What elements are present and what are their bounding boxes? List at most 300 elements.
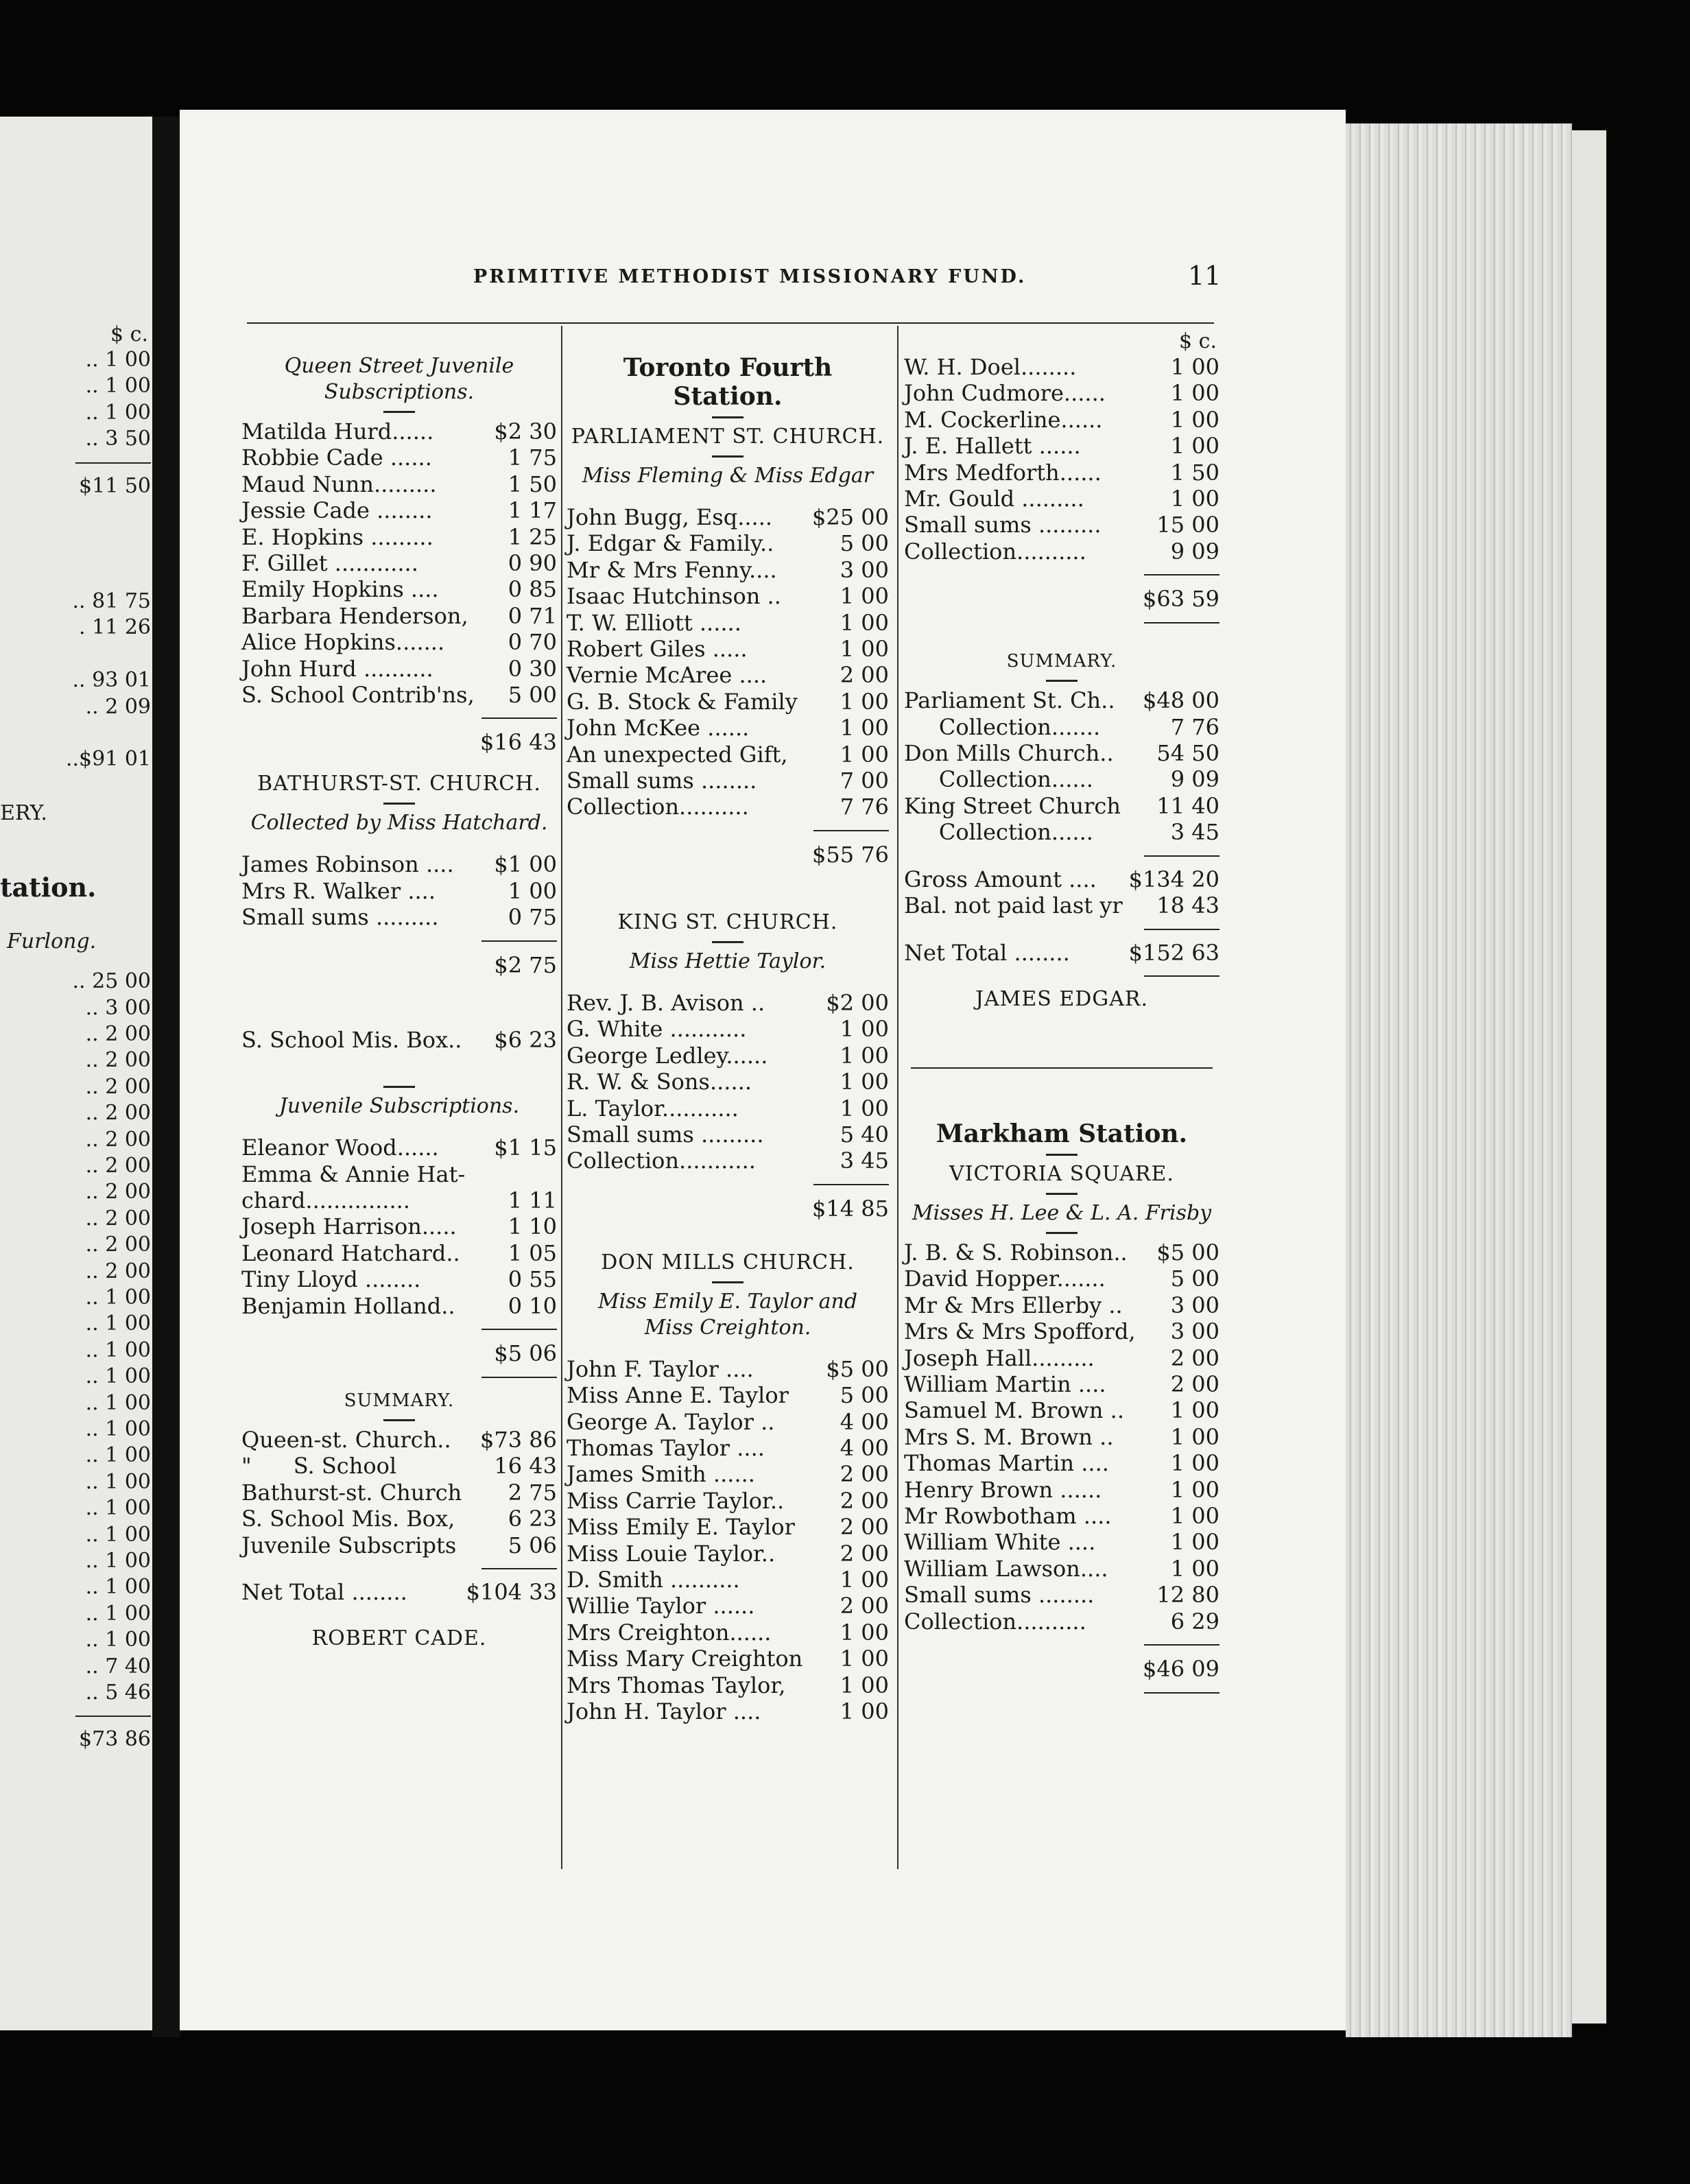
entry-row [904,1397,1219,1423]
column-divider [561,326,562,1869]
column-divider [897,326,898,1869]
victoria-square-title: VICTORIA SQUARE. [949,1161,1174,1186]
entry-name: William White .... [904,1529,1096,1556]
entry-name: E. Hopkins ......... [241,523,433,550]
left-amount: .. 1 00 [85,400,151,425]
signature: JAMES EDGAR. [975,986,1149,1011]
entry-row [567,662,889,688]
entry-row [567,1435,889,1461]
left-amount [0,641,151,667]
entry-row [241,851,557,877]
left-amount: .. 7 40 [85,1654,151,1678]
bathurst-list [241,851,557,930]
entry-amount: 7 76 [840,794,889,820]
dash-rule [383,1419,415,1421]
entry-amount: 1 00 [1170,1502,1219,1529]
entry-name: Miss Mary Creighton [567,1646,803,1672]
entry-name: Henry Brown ...... [904,1476,1102,1503]
entry-name: Samuel M. Brown .. [904,1397,1124,1424]
entry-amount: $2 00 [826,989,889,1016]
queen-street-total: $16 43 [480,729,557,756]
entry-row [904,1529,1219,1555]
entry-row [567,1461,889,1487]
entry-row [567,768,889,794]
entry-row [904,1239,1219,1266]
juvenile-total: $5 06 [494,1340,557,1366]
entry-name: Mr & Mrs Fenny.... [567,556,777,583]
left-amount: .. 1 00 [85,1285,151,1309]
entry-name: Mrs Creighton...... [567,1619,772,1646]
entry-amount: 9 09 [1170,766,1219,793]
left-amount: .. 2 00 [85,1101,151,1126]
summary-title: SUMMARY. [1006,651,1117,672]
bathurst-collector: Collected by Miss Hatchard. [250,811,548,835]
entry-row [904,512,1219,538]
entry-name: John H. Taylor .... [567,1698,761,1724]
entry-row [567,1409,889,1435]
entry-name: F. Gillet ............ [241,550,418,577]
entry-name: Mrs & Mrs Spofford, [904,1318,1136,1345]
entry-amount: 2 00 [840,1461,889,1488]
page-number: 11 [1188,261,1222,291]
entry-amount: 5 00 [840,1382,889,1409]
entry-amount: 5 40 [840,1121,889,1148]
signature: ROBERT CADE. [311,1626,487,1651]
entry-amount: 1 00 [840,1566,889,1593]
entry-name: King Street Church [904,792,1121,819]
entry-row [904,687,1219,713]
left-rule [75,462,151,464]
entry-amount: 1 00 [840,636,889,663]
entry-row [567,1356,889,1382]
entry-row [567,1382,889,1408]
left-mid-amounts [0,589,151,773]
left-furlong-text: Furlong. [7,929,97,953]
entry-amount: $5 00 [826,1355,889,1382]
markham-station-title: Markham Station. [936,1119,1188,1148]
entry-name: John Bugg, Esq..... [567,504,773,530]
entry-row [241,1506,557,1532]
entry-name: Willie Taylor ...... [567,1593,755,1619]
entry-name: Alice Hopkins....... [241,629,445,656]
entry-row [241,1213,557,1239]
entry-name: Mrs R. Walker .... [241,877,436,904]
entry-row [241,1453,557,1479]
entry-amount: 2 00 [840,1487,889,1514]
left-amount: .. 1 00 [85,1443,151,1468]
entry-name: Eleanor Wood...... [241,1135,439,1161]
entry-amount: 3 00 [840,556,889,583]
entry-row [241,1532,557,1558]
sum-rule [1144,1692,1219,1694]
entry-amount: 15 00 [1156,512,1219,538]
entry-name: S. School Mis. Box, [241,1506,455,1532]
entry-amount: 1 25 [508,523,557,550]
left-ery-text: ERY. [0,800,48,825]
entry-row [567,794,889,820]
left-amount: ..$91 01 [65,747,151,772]
entry-amount: 7 76 [1170,713,1219,740]
entry-amount: 18 43 [1156,892,1219,919]
entry-amount: 1 00 [1170,1555,1219,1582]
page-edges [1346,123,1572,2037]
left-amount: .. 1 00 [85,1549,151,1574]
entry-amount: 1 00 [840,609,889,636]
entry-name: Vernie McAree .... [567,662,767,689]
entry-row [567,1043,889,1069]
left-col-header: $ c. [110,322,148,346]
left-rule [75,1716,151,1717]
entry-amount: 1 00 [840,688,889,715]
entry-row [904,538,1219,565]
entry-row [904,1292,1219,1318]
left-amount: .. 2 00 [85,1127,151,1152]
net-total-row [904,940,1219,966]
left-amount: .. 25 00 [72,969,151,994]
entry-name: Small sums ........ [567,768,757,794]
column-3 [904,329,1219,1703]
station-title: Toronto Fourth Station. [623,353,833,411]
entry-row [904,1450,1219,1476]
entry-row [241,1135,557,1161]
entry-row [904,1609,1219,1635]
entry-row [241,524,557,550]
entry-amount: 0 70 [508,629,557,656]
entry-name: George A. Taylor .. [567,1408,775,1435]
entry-amount: 1 00 [840,1069,889,1095]
entry-row [241,550,557,576]
king-title: KING ST. CHURCH. [617,910,838,934]
bathurst-total: $2 75 [494,951,557,978]
entry-name: Miss Louie Taylor.. [567,1540,776,1567]
entry-row [904,1424,1219,1450]
king-total: $14 85 [812,1195,889,1222]
parliament-collectors: Miss Fleming & Miss Edgar [582,464,874,488]
left-amount [0,720,151,746]
entry-amount: 2 00 [840,662,889,689]
don-mills-collector-2: Miss Creighton. [644,1315,811,1340]
entry-row [241,1266,557,1292]
entry-amount: 1 00 [1170,1423,1219,1450]
left-amount: .. 1 00 [85,1390,151,1415]
dash-rule [1046,680,1078,682]
entry-name: Mr. Gould ......... [904,486,1084,512]
header-rule [247,322,1214,324]
queen-street-subtitle: Subscriptions. [324,380,475,404]
sum-rule [481,1568,557,1569]
entry-row [904,380,1219,406]
entry-row [567,583,889,609]
king-list [567,990,889,1174]
entry-row [904,407,1219,433]
entry-name: Robbie Cade ...... [241,444,432,471]
entry-amount: 2 00 [840,1593,889,1619]
entry-name: D. Smith .......... [567,1566,740,1593]
left-amount: .. 1 00 [85,1469,151,1494]
entry-name: James Smith ...... [567,1461,755,1488]
entry-row [567,1619,889,1646]
entry-amount: 5 00 [1170,1266,1219,1292]
entry-row [567,530,889,556]
entry-amount: 5 00 [840,530,889,557]
entry-name: William Martin .... [904,1370,1106,1397]
left-amount: .. 93 01 [72,668,151,693]
entry-name: S. School Contrib'ns, [241,682,475,709]
entry-row [567,1514,889,1540]
entry-name: Gross Amount .... [904,866,1097,892]
entry-name: George Ledley...... [567,1042,768,1069]
entry-amount: 1 00 [840,1619,889,1646]
sum-rule [1144,1644,1219,1646]
juvenile-title: Juvenile Subscriptions. [278,1094,520,1119]
entry-name: Small sums ......... [904,512,1102,538]
entry-name: Tiny Lloyd ........ [241,1266,421,1293]
entry-amount [475,1161,557,1187]
entry-amount: 2 00 [840,1540,889,1567]
dash-rule [1046,1154,1078,1156]
entry-name: chard............... [241,1187,410,1213]
entry-name: J. E. Hallett ...... [904,433,1081,460]
entry-amount: 2 00 [1170,1370,1219,1397]
entry-row [241,471,557,497]
entry-name: M. Cockerline...... [904,406,1103,433]
entry-name: James Robinson .... [241,851,454,878]
entry-name: Small sums ......... [241,904,439,931]
markham-total: $46 09 [1143,1656,1219,1682]
entry-name: Matilda Hurd...... [241,418,434,444]
entry-name: Rev. J. B. Avison .. [567,989,765,1016]
entry-row [904,1371,1219,1397]
mission-box-row [241,1027,557,1053]
left-amount: .. 2 00 [85,1048,151,1073]
entry-row [567,1016,889,1042]
entry-name: Juvenile Subscripts [241,1532,457,1558]
entry-name: John F. Taylor .... [567,1355,754,1382]
column-2 [567,353,889,1724]
left-amount: .. 1 00 [85,348,151,372]
entry-row [567,1148,889,1174]
entry-amount: 1 11 [508,1187,557,1213]
entry-amount: $25 00 [812,504,889,530]
entry-name: John Cudmore...... [904,380,1106,407]
entry-row [904,1266,1219,1292]
entry-name: Emma & Annie Hat- [241,1161,466,1187]
entry-amount: 0 75 [508,904,557,931]
entry-row [241,656,557,682]
entry-amount: 0 71 [508,602,557,629]
entry-name: Bathurst-st. Church [241,1479,462,1506]
entry-amount: 1 00 [840,1672,889,1698]
entry-amount: 11 40 [1156,792,1219,819]
balance-row [904,892,1219,918]
entry-amount: 7 00 [840,768,889,794]
entry-row [904,1345,1219,1371]
entry-row [904,1556,1219,1582]
entry-name: Small sums ......... [567,1121,764,1148]
entry-amount: 5 06 [508,1532,557,1558]
entry-name: Joseph Harrison..... [241,1213,457,1240]
entry-row [241,497,557,523]
column-header: $ c. [1179,329,1217,353]
queen-street-list [241,418,557,708]
entry-name: Bal. not paid last yr [904,892,1123,919]
entry-amount: 1 00 [1170,406,1219,433]
entry-name: Thomas Taylor .... [567,1434,765,1461]
entry-row [241,904,557,930]
net-total-row [241,1579,557,1605]
entry-row [241,418,557,444]
don-mills-list [567,1356,889,1725]
left-amount: .. 1 00 [85,1628,151,1652]
entry-row [904,714,1219,740]
left-amount: .. 1 00 [85,1417,151,1441]
entry-name: Thomas Martin .... [904,1450,1109,1477]
entry-amount: 1 00 [840,1646,889,1672]
dash-rule [712,416,743,418]
left-amount: .. 1 00 [85,1601,151,1626]
dash-rule [712,941,743,943]
entry-row [904,740,1219,766]
left-amount: .. 1 00 [85,1338,151,1362]
entry-amount: $1 00 [494,851,557,878]
entry-row [241,1161,557,1187]
entry-row [241,1427,557,1453]
entry-name: T. W. Elliott ...... [567,609,741,636]
entry-amount: 0 10 [508,1292,557,1319]
entry-name: Don Mills Church.. [904,740,1114,767]
entry-name: Parliament St. Ch.. [904,687,1115,714]
entry-name: G. White ........... [567,1016,747,1043]
left-list-total: $73 86 [79,1727,151,1752]
entry-row [904,486,1219,512]
left-amount: .. 1 00 [85,1522,151,1547]
entry-amount: 1 00 [840,1698,889,1724]
entry-name: Robert Giles ..... [567,636,748,663]
entry-row [241,1187,557,1213]
entry-row [904,819,1219,845]
dash-rule [383,1086,415,1088]
entry-row [904,1318,1219,1344]
entry-amount: 4 00 [840,1434,889,1461]
entry-row [567,1541,889,1567]
entry-amount: 4 00 [840,1408,889,1435]
entry-name: Collection.......... [904,1608,1086,1635]
entry-row [241,629,557,655]
entry-amount: 3 45 [840,1148,889,1174]
entry-row [904,1503,1219,1529]
entry-row [567,1646,889,1672]
juvenile-list [241,1135,557,1319]
entry-amount: 1 00 [840,715,889,741]
entry-amount: 3 45 [1170,819,1219,846]
left-amount: .. 81 75 [72,589,151,614]
left-amount: .. 2 09 [85,694,151,719]
entry-amount: $73 86 [480,1426,557,1453]
entry-amount: 0 30 [508,655,557,682]
left-page-fragment [0,117,151,1753]
entry-amount: 9 09 [1170,538,1219,565]
entry-row [567,741,889,768]
dash-rule [712,455,743,458]
adjacent-left-page [0,117,152,2030]
entry-row [567,1672,889,1698]
entry-name: Queen-st. Church.. [241,1426,451,1453]
entry-row [904,354,1219,380]
entry-name: Isaac Hutchinson .. [567,583,781,610]
entry-row [567,1698,889,1724]
dash-rule [712,1281,743,1283]
entry-amount: 1 00 [840,1042,889,1069]
entry-name: J. B. & S. Robinson.. [904,1239,1128,1266]
left-amount: .. 3 00 [85,995,151,1020]
entry-row [567,504,889,530]
dash-rule [1046,1193,1078,1195]
entry-name: John McKee ...... [567,715,750,741]
left-station-text: tation. [0,872,97,903]
summary-list [241,1427,557,1558]
sum-rule [1144,929,1219,930]
entry-name: Collection...... [904,819,1093,846]
entry-name: Net Total ........ [241,1578,407,1605]
entry-row [567,990,889,1016]
entry-name: G. B. Stock & Family [567,688,798,715]
entry-name: Barbara Henderson, [241,602,468,629]
entry-amount: 3 00 [1170,1292,1219,1318]
entry-amount: 1 00 [1170,486,1219,512]
markham-list [904,1239,1219,1635]
left-amount: .. 1 00 [85,1575,151,1600]
entry-row [567,1095,889,1121]
entry-name: An unexpected Gift, [567,741,788,768]
left-amount: .. 1 00 [85,1364,151,1389]
entry-amount: 6 23 [508,1506,557,1532]
entry-row [241,878,557,904]
don-mills-continued-list [904,354,1219,565]
left-amount: .. 2 00 [85,1180,151,1204]
entry-amount: 1 00 [1170,1529,1219,1556]
entry-amount: 2 00 [840,1514,889,1541]
left-amount: .. 5 46 [85,1681,151,1705]
entry-name: Mrs Thomas Taylor, [567,1672,786,1698]
left-amount: .. 1 00 [85,374,151,399]
entry-amount: 6 29 [1170,1608,1219,1635]
entry-amount: 0 90 [508,550,557,577]
entry-amount: 12 80 [1156,1582,1219,1609]
entry-amount: 0 85 [508,576,557,603]
entry-amount: 0 55 [508,1266,557,1293]
entry-row [241,1293,557,1319]
running-header: PRIMITIVE METHODIST MISSIONARY FUND. [473,266,1027,287]
left-amount: .. 3 50 [85,427,151,451]
entry-name: Collection.......... [567,794,749,820]
page-edges-outer [1572,130,1606,2023]
entry-name: Collection........... [567,1148,756,1174]
dash-rule [383,803,415,805]
entry-row [904,793,1219,819]
entry-name: William Lawson.... [904,1555,1108,1582]
entry-name: Benjamin Holland.. [241,1292,455,1319]
entry-amount: 1 50 [508,471,557,497]
entry-row [241,1240,557,1266]
parliament-list [567,504,889,820]
entry-name: W. H. Doel........ [904,354,1077,380]
parliament-title: PARLIAMENT ST. CHURCH. [571,425,885,449]
entry-amount: 1 75 [508,444,557,471]
sum-rule [1144,855,1219,857]
sum-rule [481,1329,557,1330]
don-mills-total: $63 59 [1143,586,1219,613]
sum-rule [481,717,557,719]
